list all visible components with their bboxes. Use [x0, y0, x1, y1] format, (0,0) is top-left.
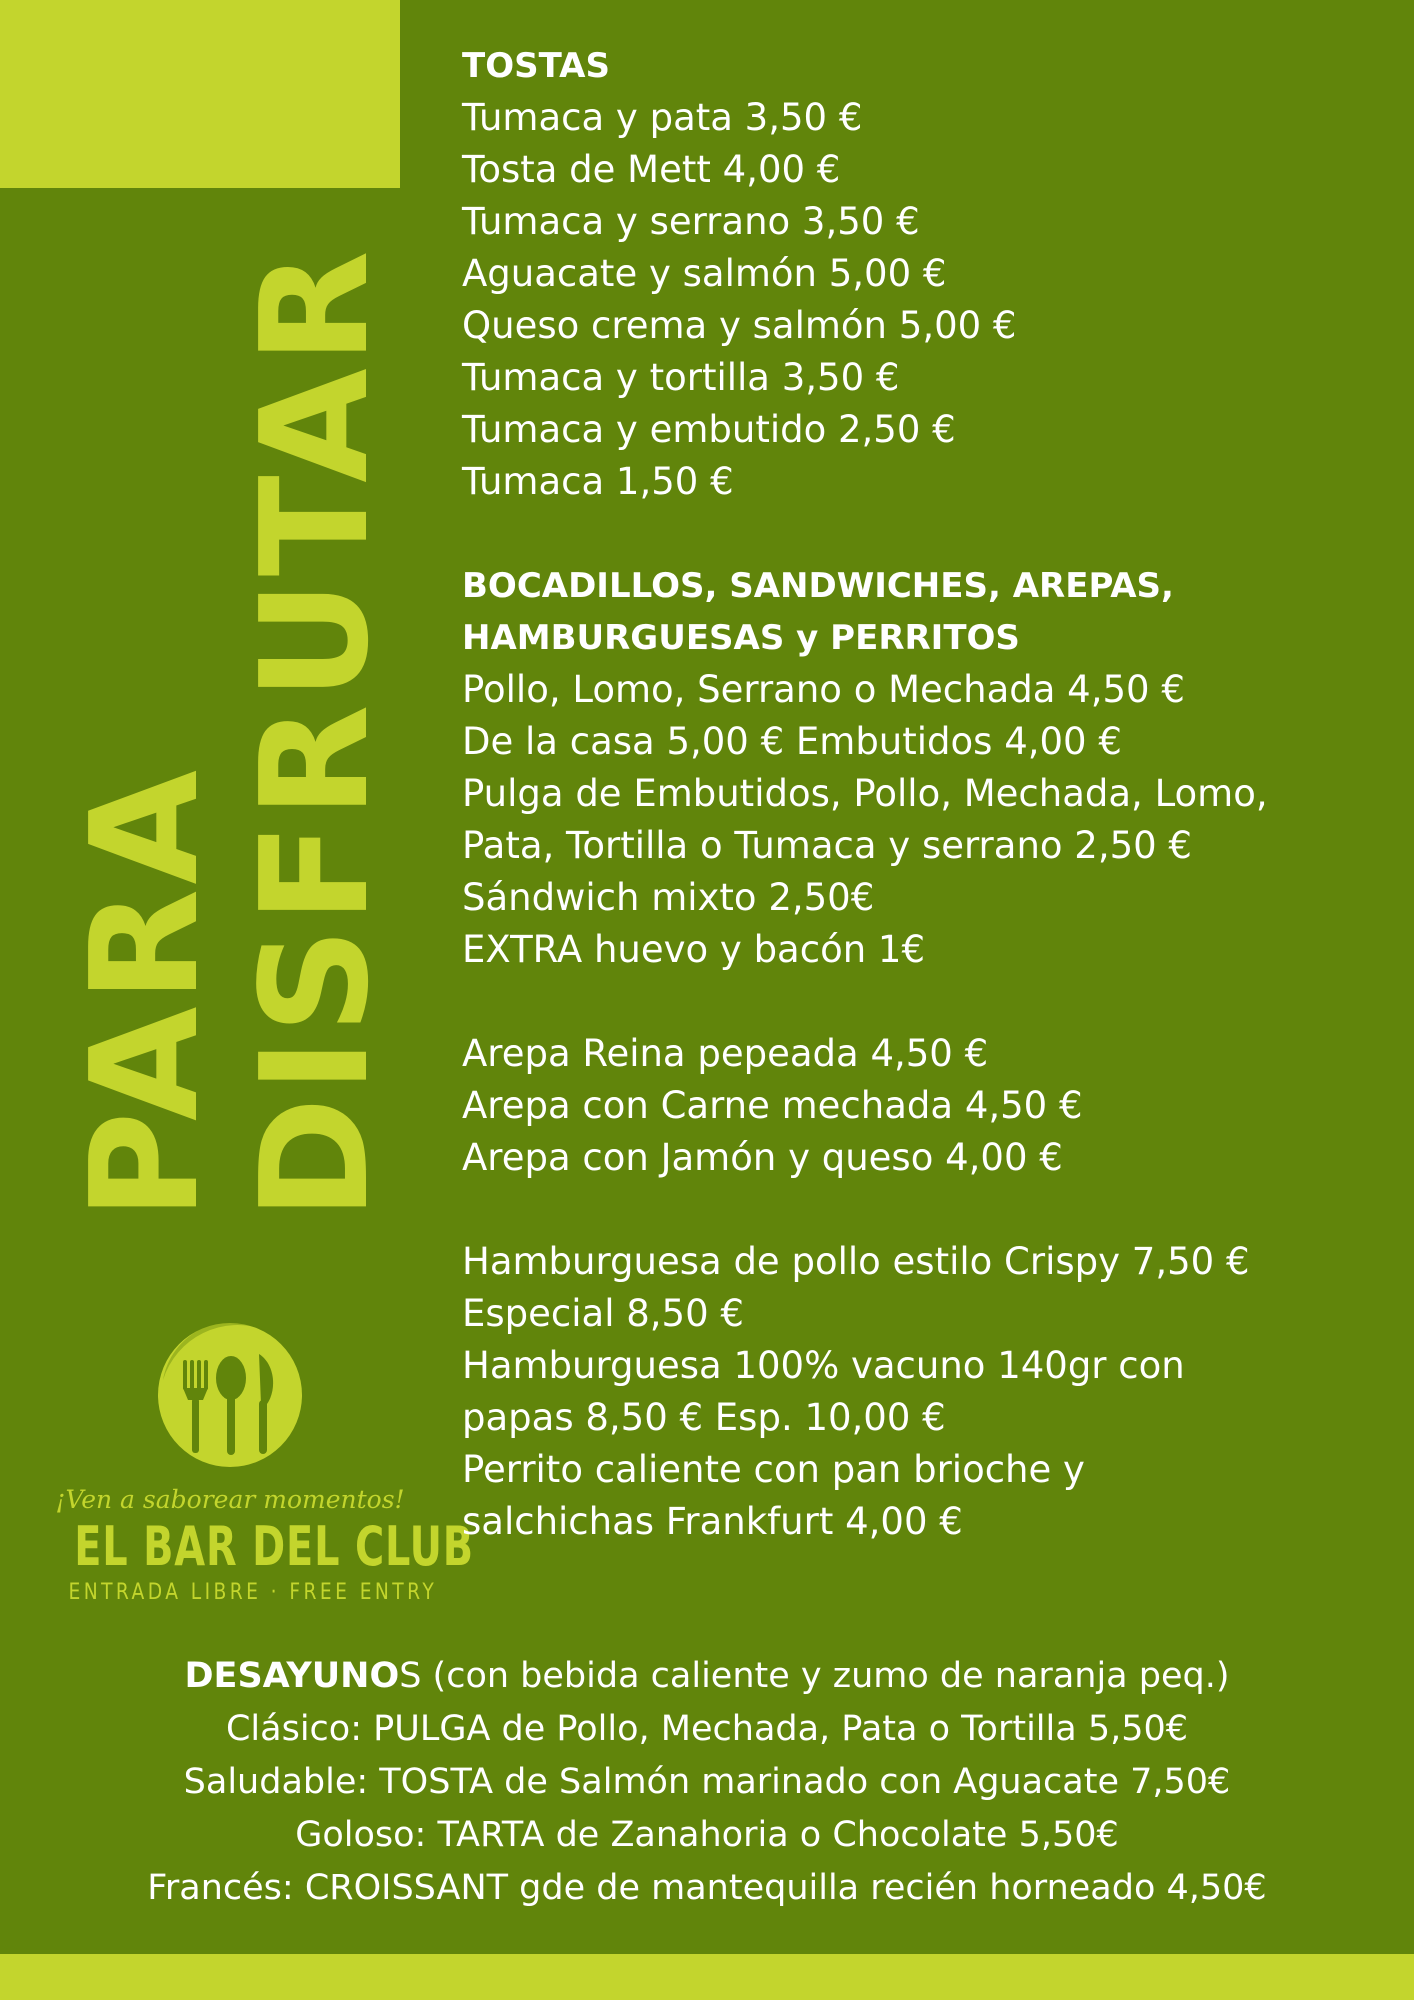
corner-accent-block — [0, 0, 400, 188]
menu-item: papas 8,50 € Esp. 10,00 € — [462, 1396, 946, 1439]
vertical-title-line2: DISFRUTAR — [229, 246, 401, 1220]
section-gap — [462, 1184, 1382, 1236]
desayunos-heading-rest: S (con bebida caliente y zumo de naranja peq.) — [399, 1656, 1230, 1696]
logo — [40, 1320, 474, 1608]
bocadillos-heading-line1: BOCADILLOS, SANDWICHES, AREPAS, — [462, 566, 1174, 606]
menu-item: Tumaca y serrano 3,50 € — [462, 200, 920, 243]
desayunos-heading — [0, 1650, 1414, 1703]
desayunos-section — [0, 1650, 1414, 1915]
menu-item: Arepa con Carne mechada 4,50 € — [462, 1084, 1083, 1127]
section-gap — [462, 976, 1382, 1028]
desayuno-item: Goloso: TARTA de Zanahoria o Chocolate 5,50€ — [295, 1815, 1119, 1855]
menu-column — [462, 40, 1382, 1548]
menu-item: Perrito caliente con pan brioche y — [462, 1448, 1085, 1491]
bocadillos-heading-line2: HAMBURGUESAS y PERRITOS — [462, 618, 1020, 658]
menu-item: Especial 8,50 € — [462, 1292, 744, 1335]
menu-item: Pollo, Lomo, Serrano o Mechada 4,50 € — [462, 668, 1185, 711]
fork-spoon-knife-icon — [155, 1320, 305, 1470]
menu-item: De la casa 5,00 € Embutidos 4,00 € — [462, 720, 1122, 763]
menu-item: Pata, Tortilla o Tumaca y serrano 2,50 € — [462, 824, 1192, 867]
logo-name: EL BAR DEL CLUB — [74, 1515, 474, 1578]
menu-item: Tumaca y embutido 2,50 € — [462, 408, 956, 451]
menu-item: Tumaca 1,50 € — [462, 460, 734, 503]
menu-item: salchichas Frankfurt 4,00 € — [462, 1500, 963, 1543]
desayuno-item: Francés: CROISSANT gde de mantequilla recién horneado 4,50€ — [147, 1868, 1267, 1908]
menu-item: Queso crema y salmón 5,00 € — [462, 304, 1017, 347]
logo-tagline: ¡Ven a saborear momentos! — [55, 1485, 405, 1514]
menu-item: Sándwich mixto 2,50€ — [462, 876, 875, 919]
menu-item: EXTRA huevo y bacón 1€ — [462, 928, 926, 971]
vertical-title-line1: PARA — [59, 766, 231, 1220]
desayuno-item: Saludable: TOSTA de Salmón marinado con Aguacate 7,50€ — [183, 1762, 1231, 1802]
menu-item: Tumaca y tortilla 3,50 € — [462, 356, 900, 399]
desayunos-heading-bold: DESAYUNO — [184, 1656, 400, 1696]
menu-item: Arepa con Jamón y queso 4,00 € — [462, 1136, 1063, 1179]
menu-item: Hamburguesa 100% vacuno 140gr con — [462, 1344, 1185, 1387]
logo-subtitle: ENTRADA LIBRE · FREE ENTRY — [68, 1580, 438, 1605]
section-gap — [462, 508, 1382, 560]
menu-item: Arepa Reina pepeada 4,50 € — [462, 1032, 989, 1075]
tostas-heading: TOSTAS — [462, 46, 610, 86]
bottom-accent-bar — [0, 1954, 1414, 2000]
menu-item: Aguacate y salmón 5,00 € — [462, 252, 947, 295]
menu-item: Tosta de Mett 4,00 € — [462, 148, 841, 191]
vertical-title — [60, 246, 400, 1220]
menu-item: Pulga de Embutidos, Pollo, Mechada, Lomo, — [462, 772, 1268, 815]
desayuno-item: Clásico: PULGA de Pollo, Mechada, Pata o Tortilla 5,50€ — [225, 1709, 1189, 1749]
menu-item: Hamburguesa de pollo estilo Crispy 7,50 € — [462, 1240, 1250, 1283]
menu-item: Tumaca y pata 3,50 € — [462, 96, 863, 139]
